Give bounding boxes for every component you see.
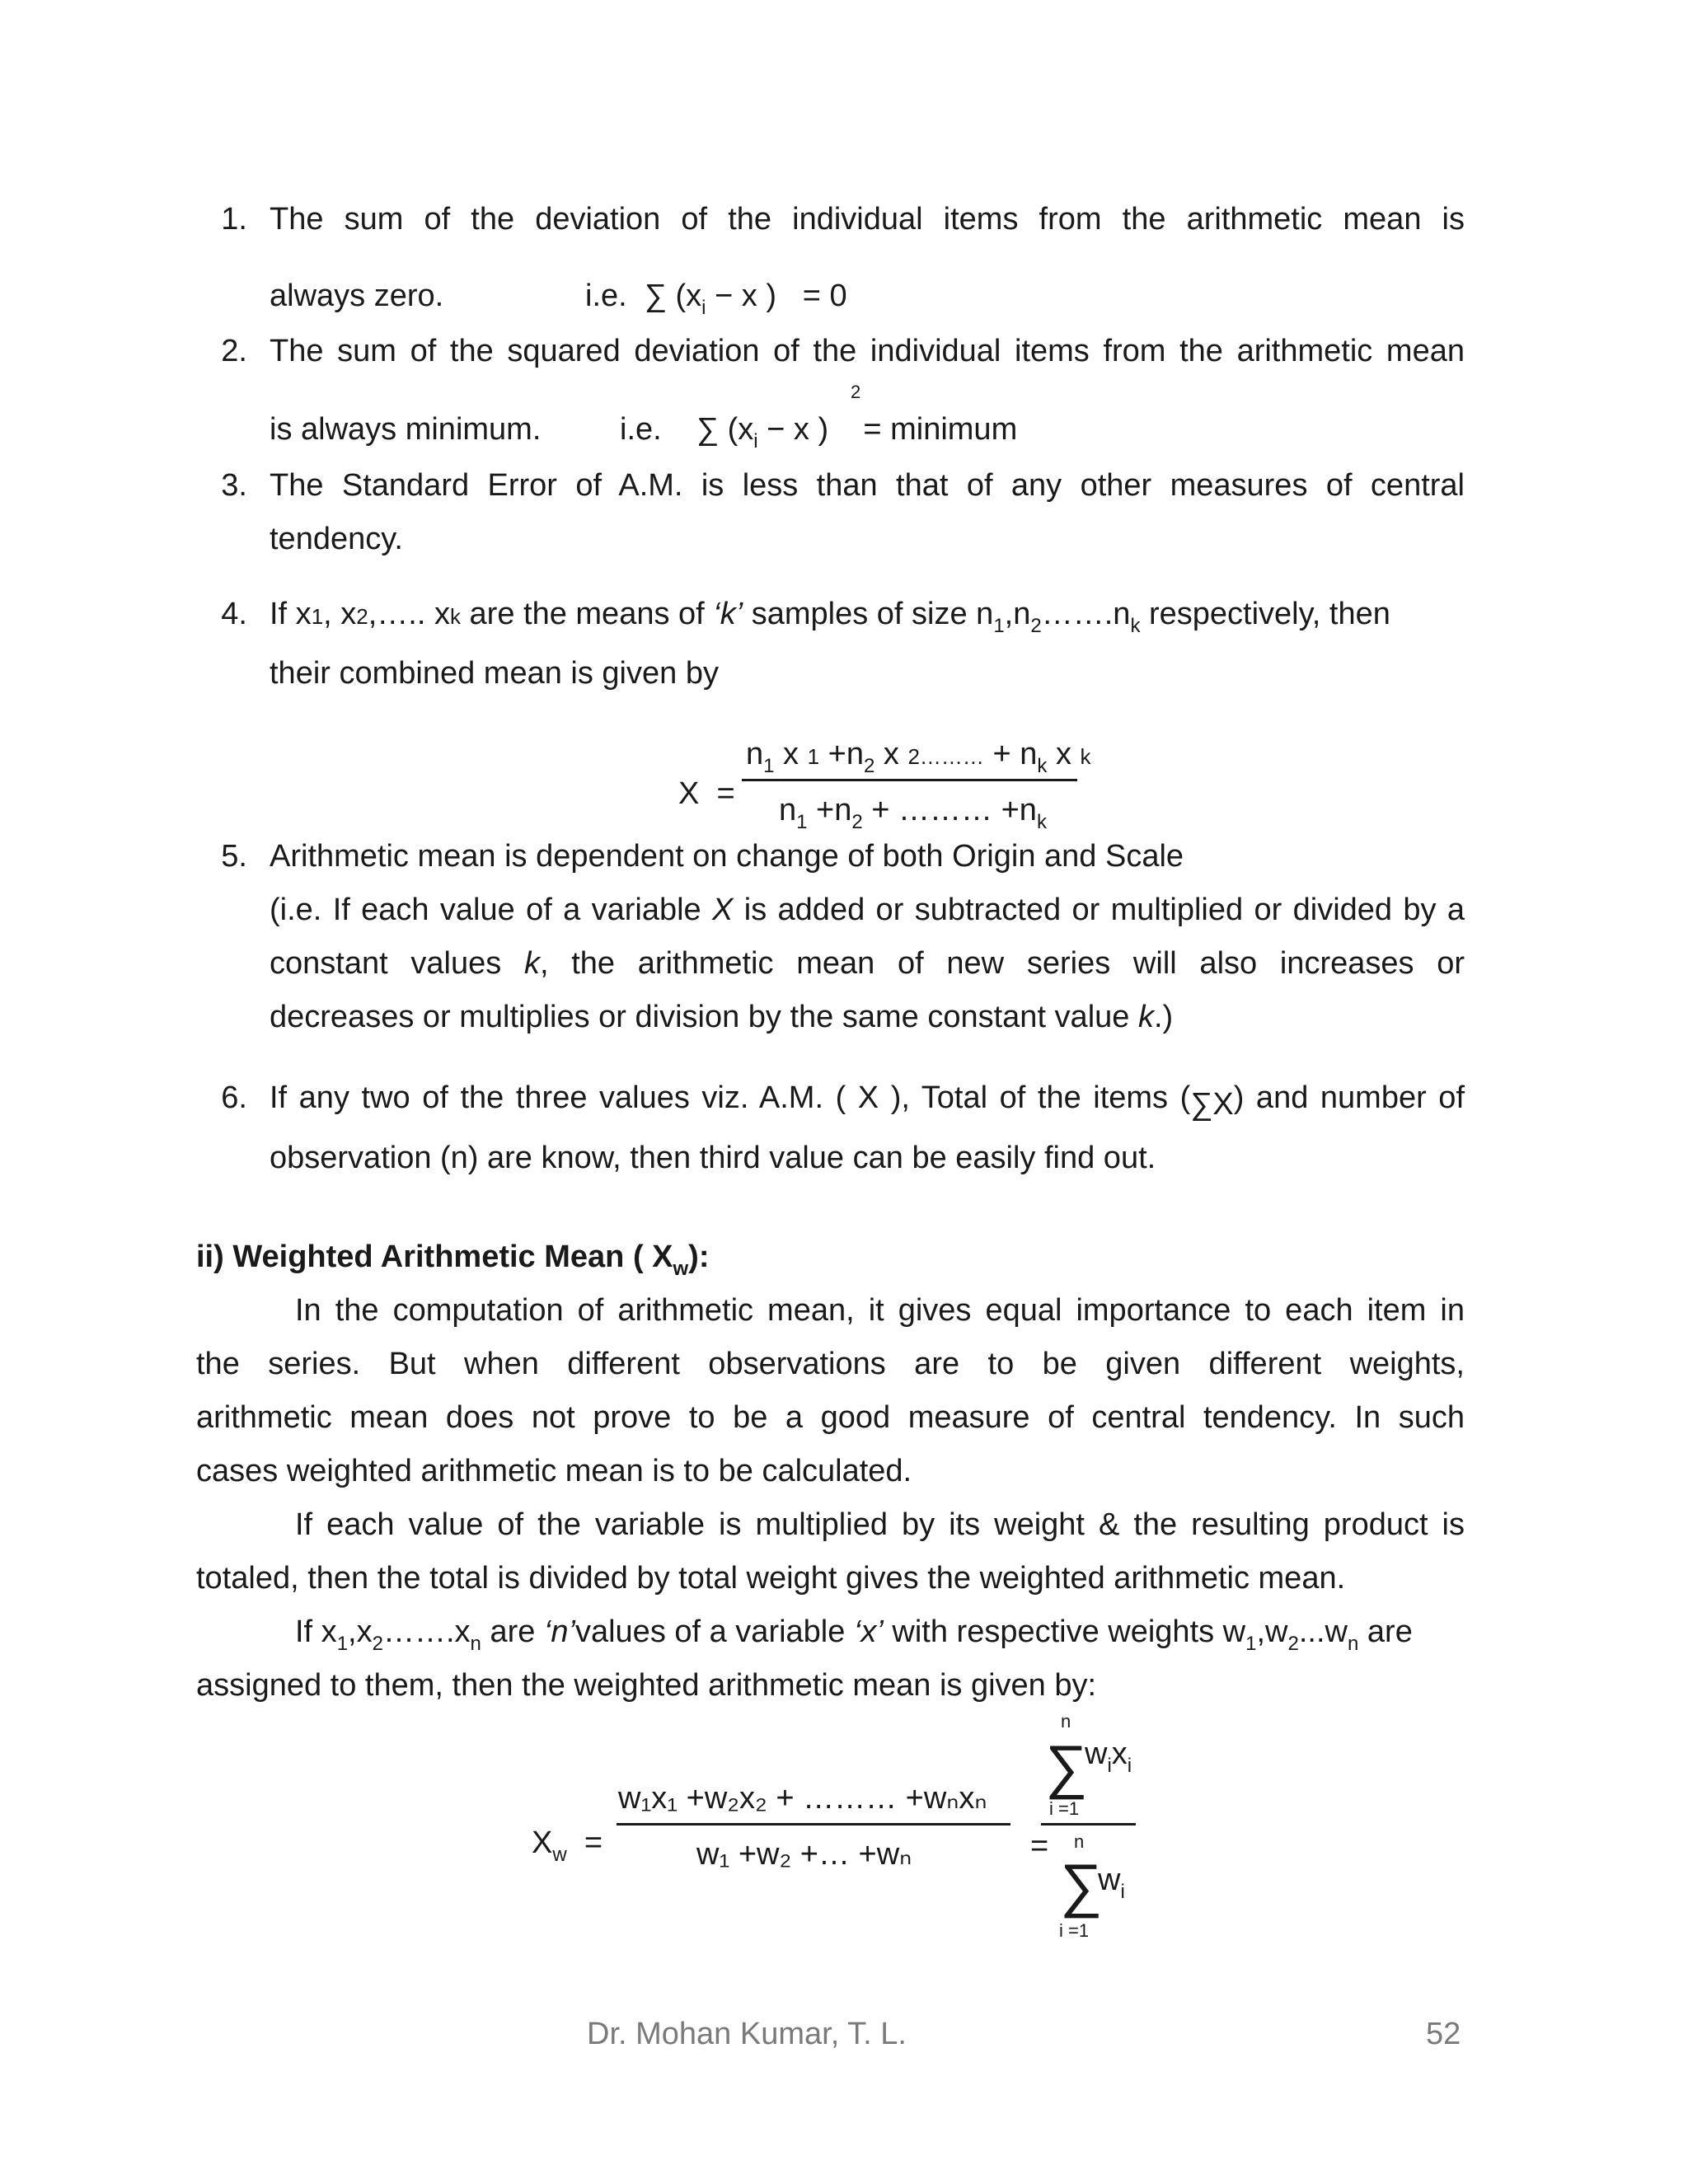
paragraph-2-line-1: If each value of the variable is multiplied by its weight & the resulting product is <box>295 1507 1465 1542</box>
sigma-top-term: $w_ix_i$ <box>1085 1736 1132 1777</box>
weighted-mean-equals: = <box>1030 1829 1049 1863</box>
item-number: 2. <box>221 334 247 368</box>
item-1-formula: i.e. ∑ ($x_i - x$ ) = 0 <box>585 279 847 319</box>
sigma-symbol: ∑ <box>1060 1853 1103 1919</box>
item-2-line-1: The sum of the squared deviation of the individual items from the arithmetic mean <box>270 334 1465 368</box>
item-4-line-2: their combined mean is given by <box>270 656 719 691</box>
item-5-line-2: (i.e. If each value of a variable X is added or subtracted or multiplied or divided by a <box>270 893 1465 927</box>
item-1-line-2: always zero. <box>270 279 444 313</box>
combined-mean-lhs: X = <box>678 776 735 811</box>
paragraph-3-line-1: If $x_1,x_2\dots\dots.x_n$ are ‘n’values of a variable ‘x’ with respective weights $w_1,w_2...w_n$ are <box>295 1615 1413 1655</box>
fraction-bar <box>1041 1823 1136 1825</box>
weighted-mean-denominator: w₁ +w₂ +… +wₙ <box>696 1837 912 1872</box>
weighted-mean-numerator: w₁x₁ +w₂x₂ + ……… +wₙxₙ <box>618 1781 987 1816</box>
item-4-line-1: If x1, x2,….. xk are the means of ‘k’ samples of size $n_1,n_2\dots\dots.n_k$ respectively, then <box>270 597 1390 637</box>
paragraph-1-line-1: In the computation of arithmetic mean, it gives equal importance to each item in <box>295 1293 1465 1328</box>
item-6-line-2: observation (n) are know, then third value can be easily find out. <box>270 1141 1156 1175</box>
item-5-line-1: Arithmetic mean is dependent on change of both Origin and Scale <box>270 839 1184 874</box>
sigma-bottom-term: $w_i$ <box>1098 1863 1125 1903</box>
item-3-line-2: tendency. <box>270 522 403 556</box>
section-heading: ii) Weighted Arithmetic Mean ( $X_w$): <box>196 1240 710 1280</box>
item-number: 3. <box>221 468 247 503</box>
square-exponent: 2 <box>851 382 861 402</box>
footer-author: Dr. Mohan Kumar, T. L. <box>587 2017 907 2051</box>
item-number: 4. <box>221 597 247 631</box>
paragraph-1-line-3: arithmetic mean does not prove to be a good measure of central tendency. In such <box>196 1400 1465 1435</box>
sigma-top-upper-limit: n <box>1061 1711 1071 1732</box>
page-number: 52 <box>1426 2017 1461 2051</box>
item-number: 5. <box>221 839 247 874</box>
item-2-formula: i.e. ∑ ($x_i - x$ ) = minimum <box>620 412 1018 452</box>
sigma-top-lower-limit: i =1 <box>1049 1798 1080 1819</box>
item-number: 6. <box>221 1080 247 1115</box>
item-1-line-1: The sum of the deviation of the individual items from the arithmetic mean is <box>270 202 1465 237</box>
paragraph-3-line-2: assigned to them, then the weighted arithmetic mean is given by: <box>196 1668 1097 1703</box>
paragraph-1-line-4: cases weighted arithmetic mean is to be calculated. <box>196 1454 912 1488</box>
weighted-mean-lhs: $X_w$ = <box>532 1825 603 1866</box>
item-number: 1. <box>221 202 247 237</box>
sigma-bottom-lower-limit: i =1 <box>1059 1920 1090 1941</box>
combined-mean-numerator: $n_1$ x $1 +n_2$ x 2……… + $n_k$ x k <box>746 737 1091 777</box>
sigma-symbol: ∑ <box>1045 1734 1088 1800</box>
paragraph-1-line-2: the series. But when different observations are to be given different weights, <box>196 1347 1465 1381</box>
paragraph-2-line-2: totaled, then the total is divided by total weight gives the weighted arithmetic mean. <box>196 1561 1346 1596</box>
item-5-line-3: constant values k, the arithmetic mean of new series will also increases or <box>270 946 1465 981</box>
sigma-bottom-upper-limit: n <box>1074 1831 1085 1852</box>
item-6-line-1: If any two of the three values viz. A.M. ( X ), Total of the items (∑X) and number of <box>270 1080 1465 1122</box>
combined-mean-denominator: $n_1 +n_2$ + ……… $+n_k$ <box>779 793 1047 833</box>
item-2-line-2: is always minimum. <box>270 412 542 447</box>
item-5-line-4: decreases or multiplies or division by the same constant value k.) <box>270 1000 1174 1034</box>
fraction-bar <box>742 779 1077 781</box>
item-3-line-1: The Standard Error of A.M. is less than that of any other measures of central <box>270 468 1465 503</box>
fraction-bar <box>617 1823 1010 1825</box>
